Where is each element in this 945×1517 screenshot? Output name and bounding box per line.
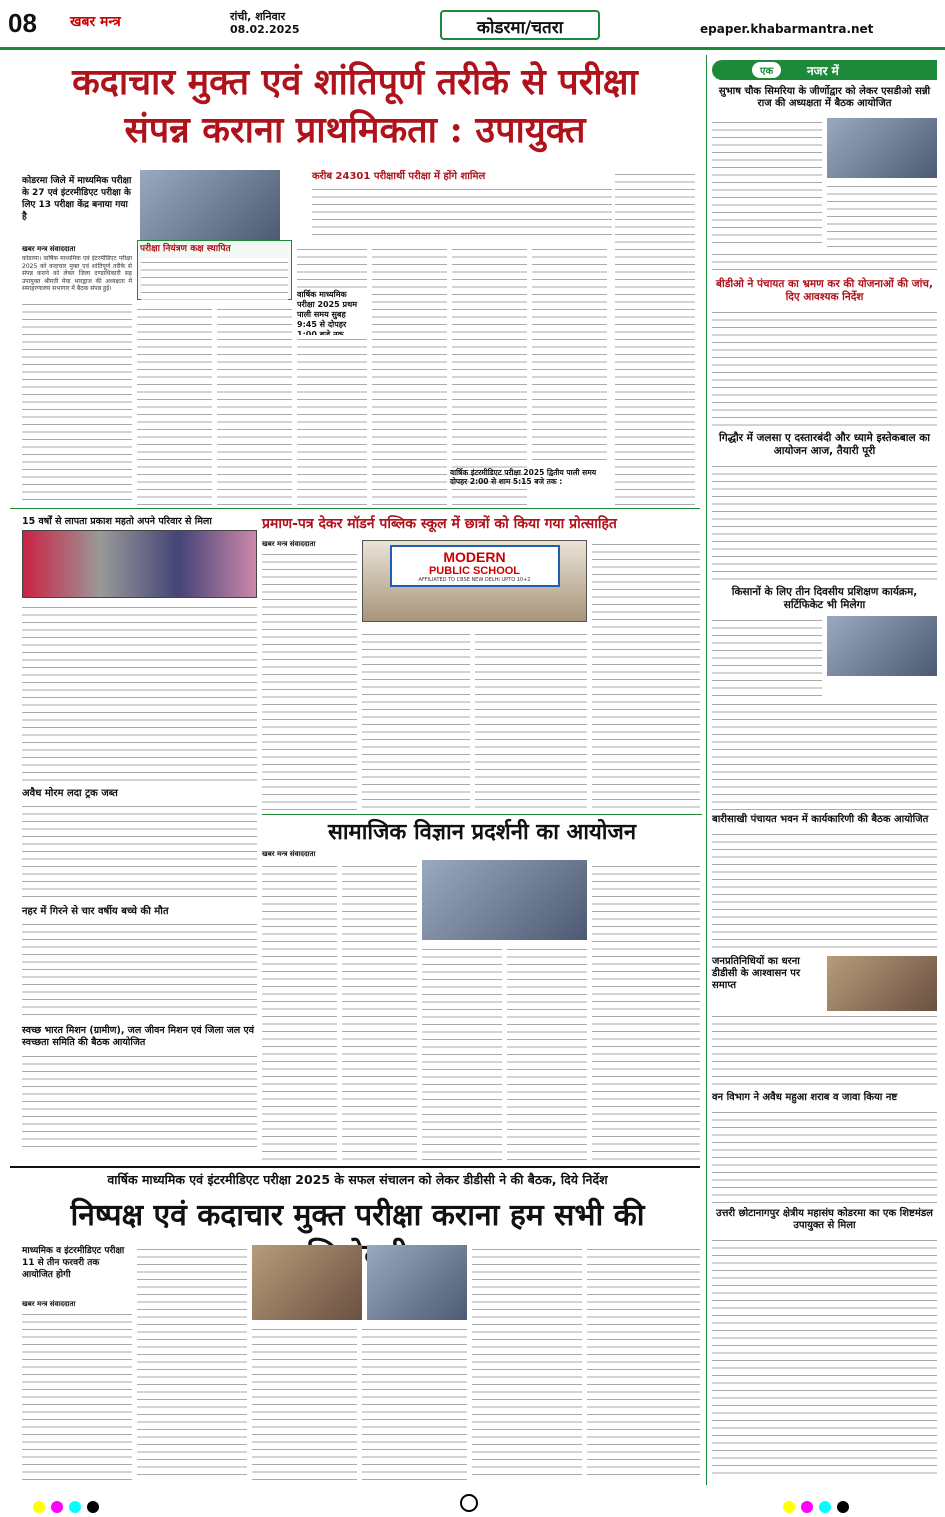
sidebar-photo-2 (827, 616, 937, 676)
science-photo (422, 860, 587, 940)
page-footer (0, 1490, 945, 1517)
ddc-photo-2 (367, 1245, 467, 1320)
control-room-box: परीक्षा नियंत्रण कक्ष स्थापित (137, 240, 292, 300)
modern-head: प्रमाण-पत्र देकर मॉडर्न पब्लिक स्कूल में छात्रों को किया गया प्रोत्साहित (262, 516, 617, 532)
science-head: सामाजिक विज्ञान प्रदर्शनी का आयोजन (327, 819, 637, 845)
sidebar-s7: वन विभाग ने अवैध महुआ शराब व जावा किया नष्ट (712, 1092, 898, 1103)
sidebar-s5: बारीसाखी पंचायत भवन में कार्यकारिणी की बैठक आयोजित (712, 814, 929, 825)
sidebar-s1: सुभाष चौक सिमरिया के जीर्णोद्वार को लेकर एसडीओ सन्नी राज की अध्यक्षता में बैठक आयोजित (718, 86, 931, 109)
shift-head: वार्षिक माध्यमिक परीक्षा 2025 प्रथम पाली समय सुबह 9:45 से दोपहर (297, 290, 357, 329)
page-header (0, 0, 945, 50)
sidebar-s4: किसानों के लिए तीन दिवसीय प्रशिक्षण कार्यक्रम, सर्टिफिकेट भी मिलेगा (731, 586, 918, 611)
ddc-photo-1 (252, 1245, 362, 1320)
lead-headline-2: संपन्न कराना प्राथमिकता : उपायुक्त (124, 109, 586, 151)
sidebar-photo-3 (827, 956, 937, 1011)
dateline: रांची, शनिवार 08.02.2025 (230, 10, 300, 36)
lead-kicker: कोडरमा जिले में माध्यमिक परीक्षा के 27 एवं इंटरमीडिएट परीक्षा के लिए 13 परीक्षा केंद्र बनाया गया है (22, 176, 132, 222)
lead-headline-1: कदाचार मुक्त एवं शांतिपूर्ण तरीके से परीक्षा (72, 61, 638, 103)
page-number: 08 (8, 8, 37, 38)
inter-head: वार्षिक इंटरमीडिएट परीक्षा 2025 द्वितीय पाली समय दोपहर 2:00 से शाम 5:15 बजे तक : (450, 468, 597, 486)
modern-banner: MODERN (443, 549, 506, 565)
bottom-kicker: वार्षिक माध्यमिक एवं इंटरमीडिएट परीक्षा 2025 के सफल संचालन को लेकर डीडीसी ने की बैठक, दिये निर्देश (107, 1172, 608, 1187)
sidebar-s3: गिद्धौर में जलसा ए दस्तारबंदी और ध्यामे इस्तेकबाल का आयोजन आज, तैयारी पूरी (718, 432, 931, 457)
registration-mark-icon (460, 1494, 478, 1512)
story2-head: अवैध मोरम लदा ट्रक जब्त (22, 788, 118, 799)
bottom-byline: खबर मन्त्र संवाददाता (22, 1300, 76, 1308)
meeting-photo (140, 170, 280, 240)
sidebar-title: नजर में (807, 64, 839, 78)
section-title: कोडरमा/चतरा (440, 10, 600, 40)
sidebar-tag: एक (752, 62, 781, 78)
bottom-side-kicker: माध्यमिक व इंटरमीडिएट परीक्षा 11 से तीन फरवरी तक आयोजित होगी (22, 1246, 125, 1280)
story1-head: 15 वर्षों से लापता प्रकाश महतो अपने परिवार से मिला (22, 516, 212, 527)
sidebar-s6: जनप्रतिनिधियों का धरना डीडीसी के आश्वासन पर समाप्त (712, 956, 801, 991)
story3-head: नहर में गिरने से चार वर्षीय बच्चे की मौत (22, 906, 169, 917)
sidebar-s8: उत्तरी छोटानागपुर क्षेत्रीय महासंघ कोडरमा का एक शिष्टमंडल उपायुक्त से मिला (716, 1208, 933, 1231)
modern-byline: खबर मन्त्र संवाददाता (262, 540, 316, 548)
logo: खबर मन्त्र (70, 14, 121, 30)
sidebar-photo-1 (827, 118, 937, 178)
sidebar-header (712, 60, 937, 80)
lead-byline: खबर मन्त्र संवाददाता (22, 245, 76, 253)
science-byline: खबर मन्त्र संवाददाता (262, 850, 316, 858)
modern-photo: MODERN PUBLIC SCHOOL AFFILIATED TO CBSE NEW DELHI UPTO 10+2 (362, 540, 587, 622)
lead-body: कोडरमा। वार्षिक माध्यमिक एवं इंटरमीडिएट परीक्षा 2025 को कदाचार मुक्त एवं शांतिपूर्ण तरीके से संपन्न कराने को लेकर जिला दण्डाधिकारी सह उपायुक्त श्रीमती मेघा भारद्वाज की अध्यक्षता में समाहरणालय सभागार में बैठक संपन्न हुई। (22, 255, 132, 292)
sidebar-s2: बीडीओ ने पंचायत का भ्रमण कर की योजनाओं की जांच, दिए आवश्यक निर्देश (716, 278, 933, 303)
family-photo (22, 530, 257, 598)
bottom-headline: निष्पक्ष एवं कदाचार मुक्त परीक्षा कराना हम सभी की (70, 1198, 645, 1233)
epaper-url[interactable]: epaper.khabarmantra.net (700, 22, 874, 36)
lead-right-head: करीब 24301 परीक्षार्थी परीक्षा में होंगे शामिल (312, 171, 486, 182)
story4-head: स्वच्छ भारत मिशन (ग्रामीण), जल जीवन मिशन एवं जिला जल एवं स्वच्छता समिति की बैठक आयोजित (22, 1025, 255, 1048)
